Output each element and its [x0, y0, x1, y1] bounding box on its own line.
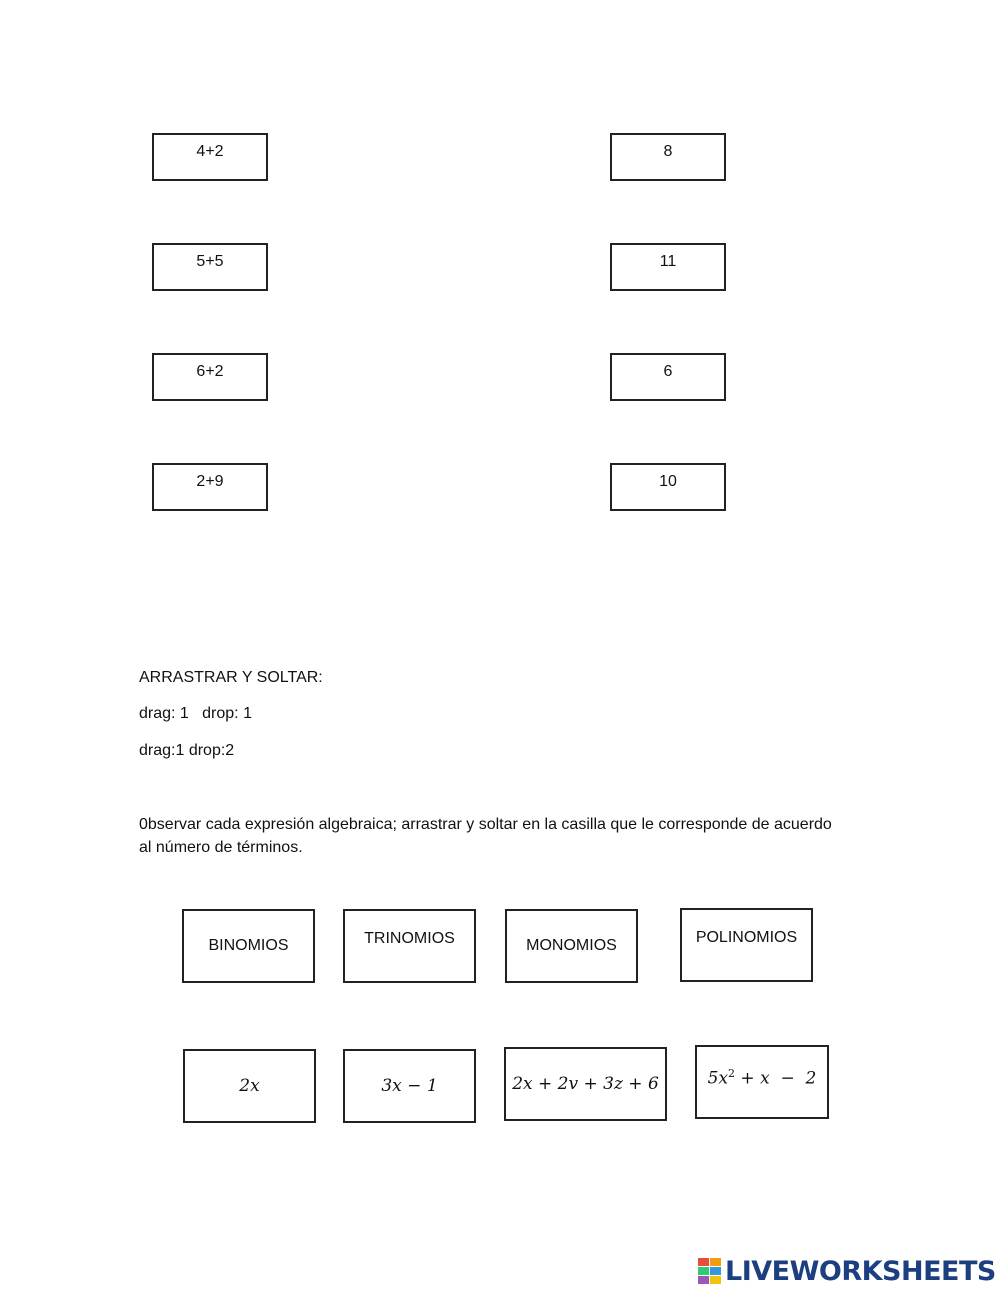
category-box-monomios[interactable] [505, 909, 638, 983]
match-right-label: 11 [659, 253, 677, 270]
match-right-box-1[interactable] [610, 133, 726, 181]
category-label: MONOMIOS [526, 937, 617, 954]
category-box-trinomios[interactable] [343, 909, 476, 983]
expression-box-3[interactable] [504, 1047, 667, 1121]
instructions-paragraph-line-1: 0bservar cada expresión algebraica; arrastrar y soltar en la casilla que le corresponde de acuerdo [139, 816, 832, 833]
expression-box-2[interactable] [343, 1049, 476, 1123]
category-label: TRINOMIOS [364, 930, 455, 947]
match-left-box-2[interactable] [152, 243, 268, 291]
match-left-box-3[interactable] [152, 353, 268, 401]
expression-text: 2x + 2v + 3z + 6 [512, 1074, 659, 1094]
expression-box-1[interactable] [183, 1049, 316, 1123]
instructions-line-1: drag: 1 drop: 1 [139, 705, 252, 722]
match-right-label: 6 [663, 363, 673, 380]
match-left-label: 5+5 [196, 253, 224, 270]
category-box-polinomios[interactable] [680, 908, 813, 982]
category-label: BINOMIOS [208, 937, 289, 954]
instructions-line-2: drag:1 drop:2 [139, 742, 235, 759]
expression-text: 3x − 1 [381, 1076, 438, 1096]
match-left-label: 4+2 [196, 143, 224, 160]
expression-base: 5x [707, 1068, 729, 1089]
logo-text: LIVEWORKSHEETS [725, 1255, 996, 1287]
category-box-binomios[interactable] [182, 909, 315, 983]
category-label: POLINOMIOS [695, 929, 798, 946]
expression-box-4[interactable] [695, 1045, 829, 1119]
match-left-box-4[interactable] [152, 463, 268, 511]
match-left-label: 2+9 [196, 473, 224, 490]
match-left-label: 6+2 [196, 363, 224, 380]
expression-text [708, 1067, 817, 1089]
match-right-box-3[interactable] [610, 353, 726, 401]
instructions-paragraph-line-2: al número de términos. [139, 839, 303, 856]
logo-blocks-icon [698, 1258, 721, 1284]
expression-rest: + x − 2 [735, 1068, 817, 1089]
match-right-label: 10 [659, 473, 677, 490]
match-right-box-4[interactable] [610, 463, 726, 511]
expression-text: 2x [239, 1076, 260, 1096]
expression-exponent: 2 [728, 1067, 736, 1080]
instructions-heading: ARRASTRAR Y SOLTAR: [139, 669, 323, 686]
liveworksheets-logo [698, 1254, 996, 1288]
match-left-box-1[interactable] [152, 133, 268, 181]
match-right-label: 8 [663, 143, 673, 160]
match-right-box-2[interactable] [610, 243, 726, 291]
